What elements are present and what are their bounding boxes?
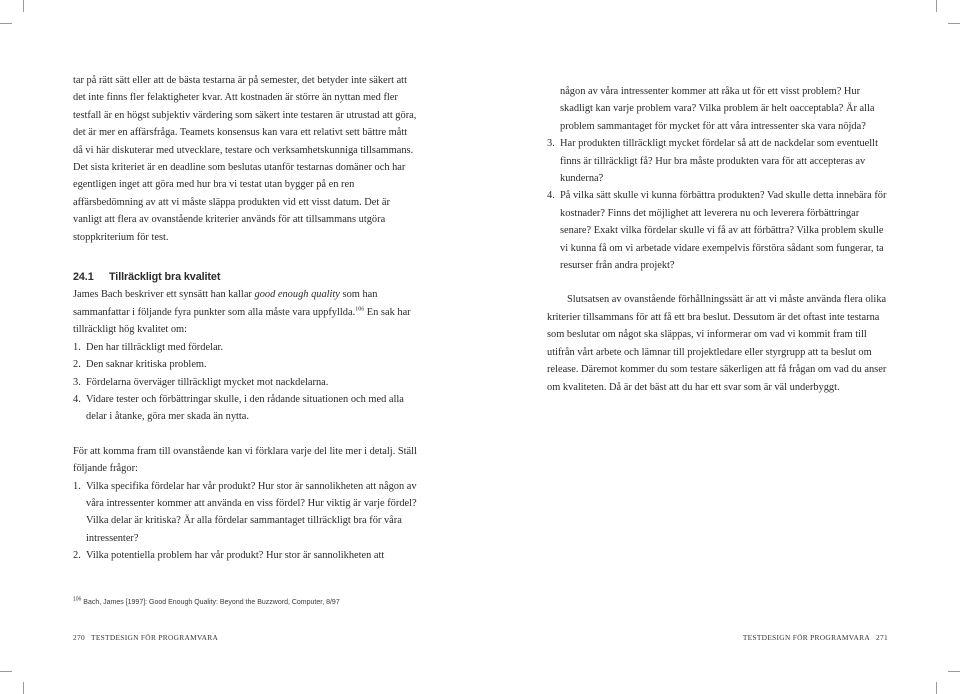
- questions-list-continued: [547, 135, 892, 274]
- running-title: TESTDESIGN FÖR PROGRAMVARA: [91, 633, 219, 642]
- crop-mark-right-top: [948, 23, 960, 24]
- section-number: 24.1: [73, 271, 94, 284]
- body-paragraph: För att komma fram till ovanstående kan vi förklara varje del lite mer i detalj. Ställ följande frågor:: [73, 445, 417, 475]
- section-heading: [73, 269, 418, 286]
- list-continuation: någon av våra intressenter kommer att råka ut för ett visst problem? Hur skadligt kan varje problem vara? Vilka problem är helt oacceptabla? Är alla problem sammantaget för mycket för att våra intressenter ska vara nöjda?: [560, 86, 875, 132]
- emphasis-term: good enough quality: [254, 289, 340, 301]
- criteria-list: [73, 339, 418, 426]
- footnote-reference[interactable]: 106: [355, 306, 365, 313]
- crop-mark-left-top: [0, 23, 12, 24]
- right-folio: [743, 633, 888, 642]
- list-item: 3. Fördelarna överväger tillräckligt mycket mot nackdelarna.: [73, 376, 329, 388]
- left-page-column: [73, 72, 418, 565]
- page-number: 270: [73, 633, 85, 642]
- page-number: 271: [876, 633, 888, 642]
- crop-mark-top-right: [936, 0, 937, 12]
- list-item: 1. Vilka specifika fördelar har vår produkt? Hur stor är sannolikheten att någon av våra intressenter kommer att använda en viss fördel? Hur viktig är varje fördel? Vilka delar är kritiska? Är alla fördelar sammantaget tillräckligt bra för våra intressenter?: [73, 480, 417, 544]
- body-paragraph: Slutsatsen av ovanstående förhållningssätt är att vi måste använda flera olika kriterier tillsammans för att få ett bra beslut. Dessutom är det oftast inte testarna som beslutar om något ska släppas, vi informerar om vad vi kommit fram till utifrån vårt arbete och lämnar till projektledare eller styrgrupp att ta beslut om release. Däremot kommer du som testare säkerligen att få frågan om vad du anser om kvaliteten. Då är det bäst att du har ett svar som är väl underbyggt.: [547, 294, 887, 393]
- crop-mark-right-bottom: [948, 671, 960, 672]
- left-folio: [73, 633, 218, 642]
- body-paragraph: James Bach beskriver ett synsätt han kallar good enough quality som han sammanfattar i följande fyra punkter som alla måste vara uppfyllda.$^{106}$ En sak har tillräckligt hög kvalitet om:: [73, 289, 411, 336]
- list-item: 3. Har produkten tillräckligt mycket fördelar så att de nackdelar som eventuellt finns är tillräckligt få? Hur bra måste produkten vara för att accepteras av kunderna?: [547, 138, 878, 185]
- list-item: 2. Vilka potentiella problem har vår produkt? Hur stor är sannolikheten att: [73, 550, 385, 562]
- questions-list: [73, 478, 418, 565]
- running-title: TESTDESIGN FÖR PROGRAMVARA: [742, 633, 870, 642]
- crop-mark-top-left: [23, 0, 24, 12]
- crop-mark-bottom-left: [23, 682, 24, 694]
- body-paragraph: tar på rätt sätt eller att de bästa testarna är på semester, det betyder inte säkert att det inte finns fler felaktigheter kvar. Att kostnaden är större än nyttan med fler testfall är en högst subjektiv värdering som säkert inte testaren är utrustad att göra, det är mer en affärsfråga. Teamets konsensus kan vara ett relativt sett bättre mått då vi här diskuterar med utvecklare, testare och verksamhetskunniga tillsammans. Det sista kriteriet är en deadline som beslutas utanför testarnas domäner och har egentligen inget att göra med hur bra vi testat utan bygger på en ren affärsbedömning av att vi måste släppa produkten vid ett visst datum. Det är vanligt att flera av ovanstående kriterier används för att tillsammans utgöra stoppkriterium för test.: [73, 75, 417, 243]
- list-item: 1. Den har tillräckligt med fördelar.: [73, 341, 224, 353]
- crop-mark-left-bottom: [0, 671, 12, 672]
- right-page-column: [547, 83, 892, 396]
- crop-mark-bottom-right: [936, 682, 937, 694]
- footnote: $^{106}$ Bach, James [1997]: Good Enough Quality: Beyond the Buzzword, Computer, 8/97: [73, 596, 340, 606]
- list-item: 4. Vidare tester och förbättringar skulle, i den rådande situationen och med alla delar i åtanke, göra mer skada än nytta.: [73, 393, 404, 423]
- section-title: Tillräckligt bra kvalitet: [109, 271, 221, 284]
- list-item: 4. På vilka sätt skulle vi kunna förbättra produkten? Vad skulle detta innebära för kostnader? Finns det möjlighet att leverera nu och leverera förbättringar senare? Exakt vilka fördelar skulle vi få av att förbättra? Vilka problem skulle vi kunna få om vi arbetade vidare exempelvis förstöra sådant som fungerar, ta resurser från andra projekt?: [547, 190, 887, 272]
- footnote-number: 106: [73, 596, 82, 603]
- list-item: 2. Den saknar kritiska problem.: [73, 359, 207, 371]
